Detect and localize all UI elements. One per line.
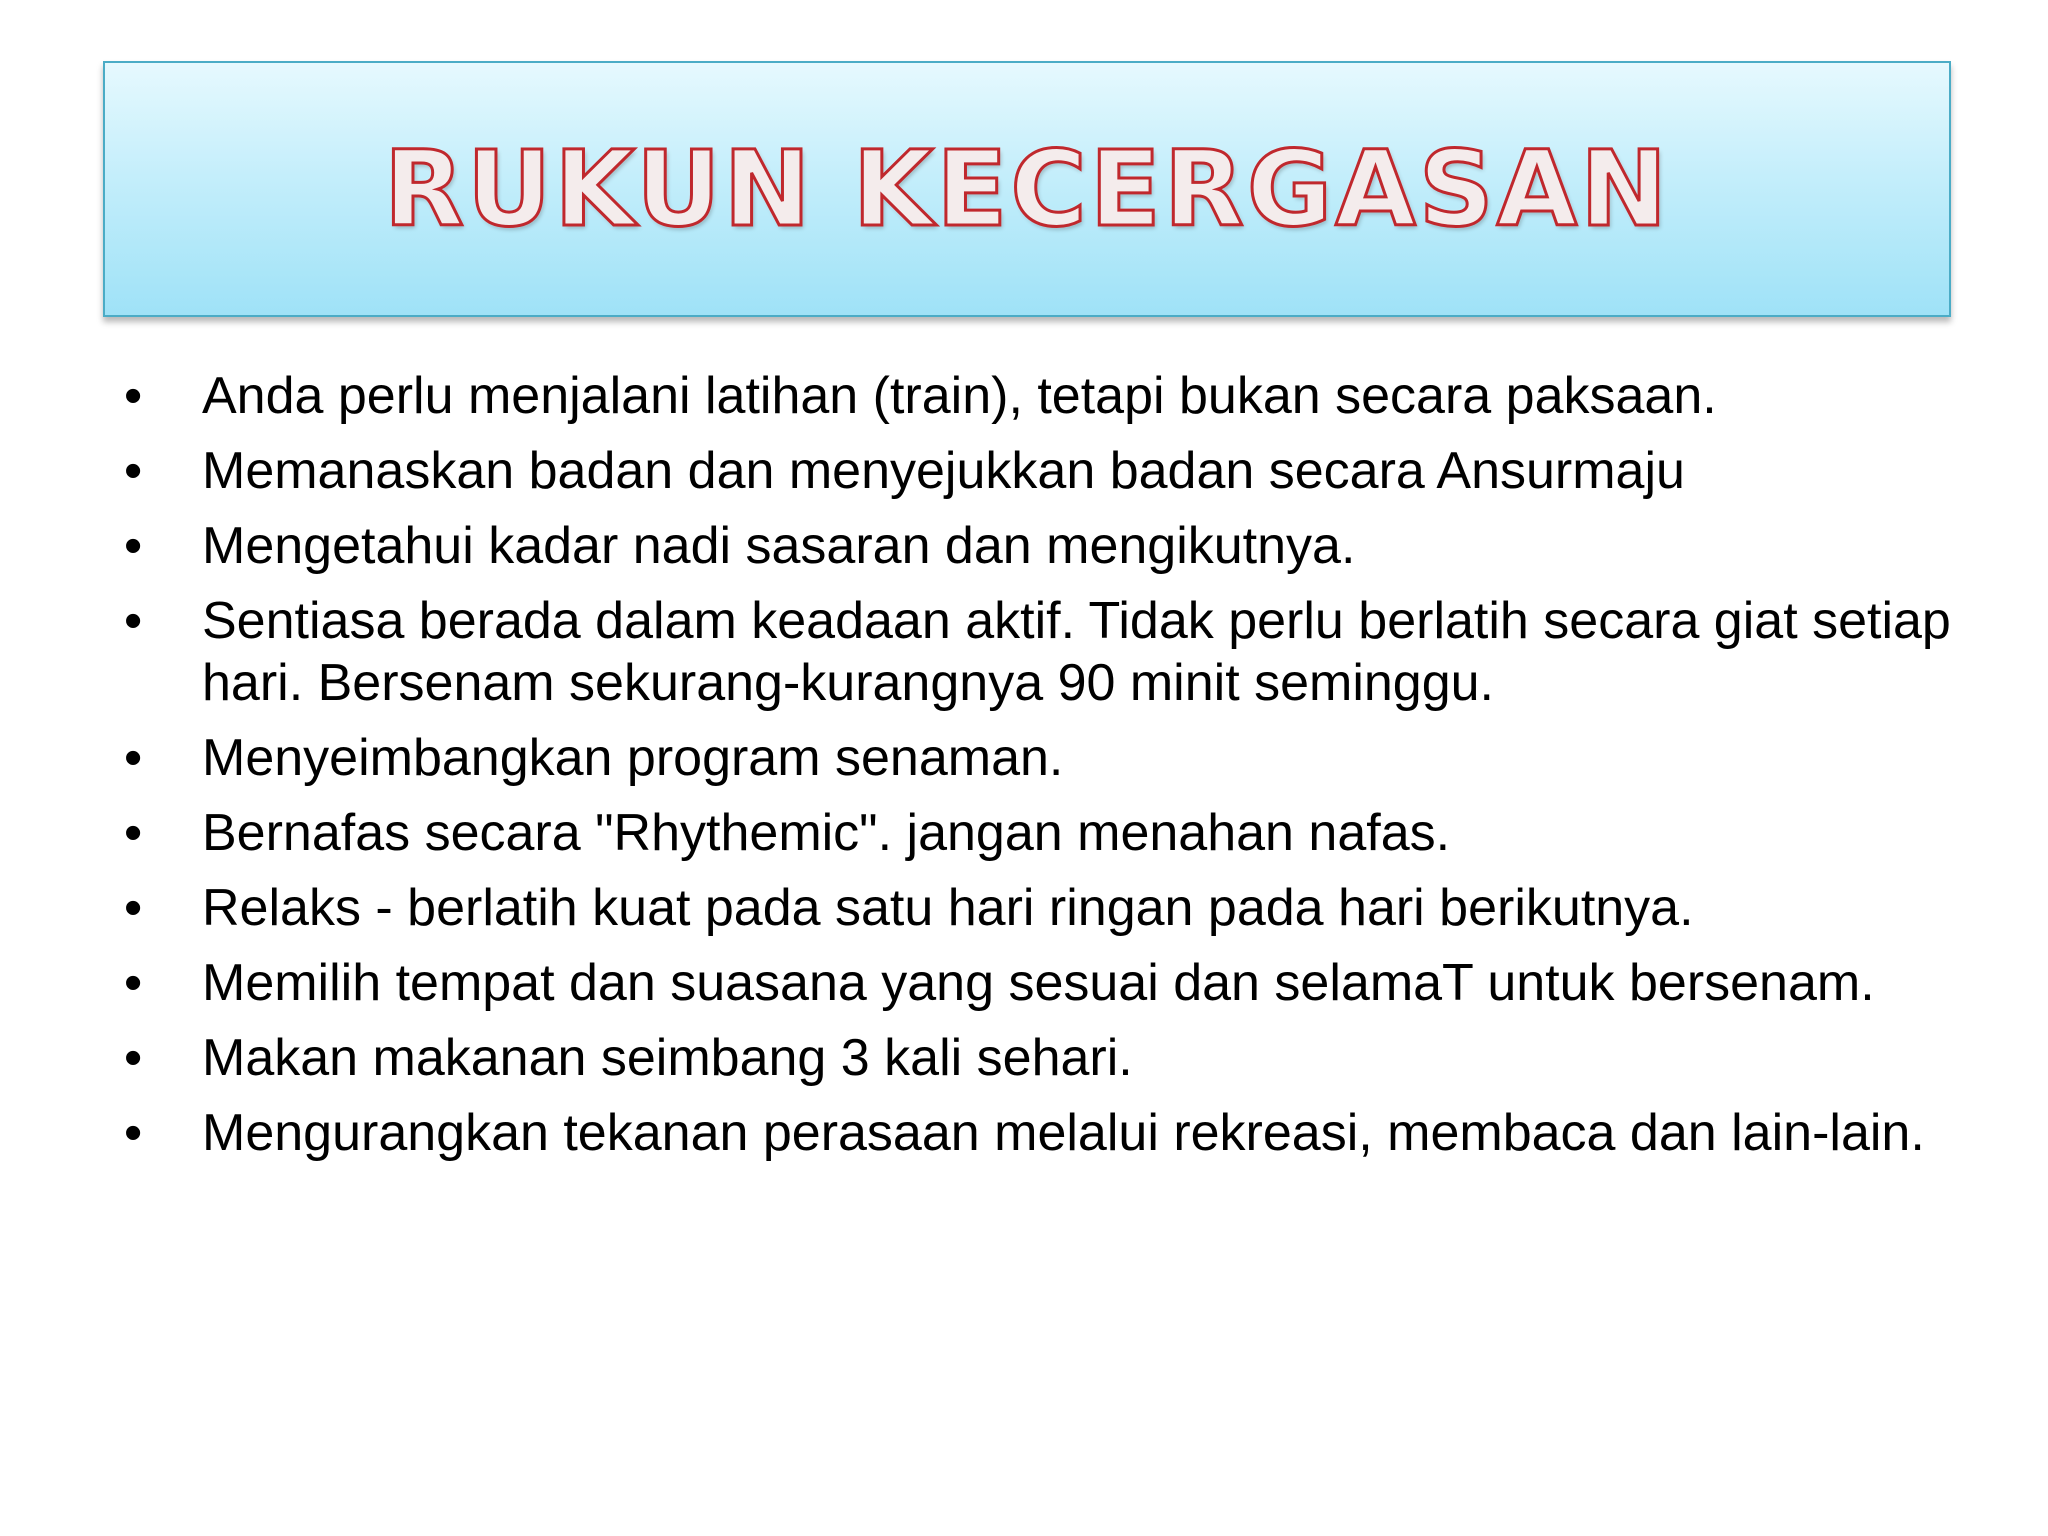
bullet-item xyxy=(120,952,1960,1014)
bullet-text: Mengurangkan tekanan perasaan melalui rekreasi, membaca dan lain-lain. xyxy=(202,1104,1925,1162)
bullet-text: Relaks - berlatih kuat pada satu hari ringan pada hari berikutnya. xyxy=(202,879,1694,937)
bullet-dot-icon: • xyxy=(124,1104,143,1162)
bullet-dot-icon: • xyxy=(124,1029,143,1087)
bullet-text: Memilih tempat dan suasana yang sesuai dan selamaT untuk bersenam. xyxy=(202,954,1875,1012)
bullet-item xyxy=(120,727,1960,789)
bullet-item xyxy=(120,365,1960,427)
bullet-dot-icon: • xyxy=(124,954,143,1012)
bullet-item xyxy=(120,802,1960,864)
bullet-dot-icon: • xyxy=(124,592,143,650)
bullet-dot-icon: • xyxy=(124,879,143,937)
bullet-dot-icon: • xyxy=(124,804,143,862)
bullet-text: Bernafas secara "Rhythemic". jangan menahan nafas. xyxy=(202,804,1451,862)
bullet-dot-icon: • xyxy=(124,517,143,575)
bullet-item xyxy=(120,440,1960,502)
bullet-dot-icon: • xyxy=(124,729,143,787)
bullet-item xyxy=(120,877,1960,939)
bullet-item xyxy=(120,1102,1960,1164)
slide-title: RUKUN KECERGASAN xyxy=(383,128,1671,250)
bullet-text: Mengetahui kadar nadi sasaran dan mengikutnya. xyxy=(202,517,1356,575)
bullet-item xyxy=(120,1027,1960,1089)
bullet-text: Makan makanan seimbang 3 kali sehari. xyxy=(202,1029,1133,1087)
bullet-dot-icon: • xyxy=(124,367,143,425)
bullet-text: Menyeimbangkan program senaman. xyxy=(202,729,1064,787)
title-box xyxy=(103,61,1951,317)
bullet-item xyxy=(120,515,1960,577)
bullet-item xyxy=(120,590,1960,714)
bullet-text: Anda perlu menjalani latihan (train), tetapi bukan secara paksaan. xyxy=(202,367,1717,425)
bullet-text: Sentiasa berada dalam keadaan aktif. Tidak perlu berlatih secara giat setiap hari. Bersenam sekurang-kurangnya 90 minit seminggu. xyxy=(202,592,1951,712)
bullet-list xyxy=(120,365,1960,1177)
bullet-text: Memanaskan badan dan menyejukkan badan secara Ansurmaju xyxy=(202,442,1685,500)
bullet-dot-icon: • xyxy=(124,442,143,500)
